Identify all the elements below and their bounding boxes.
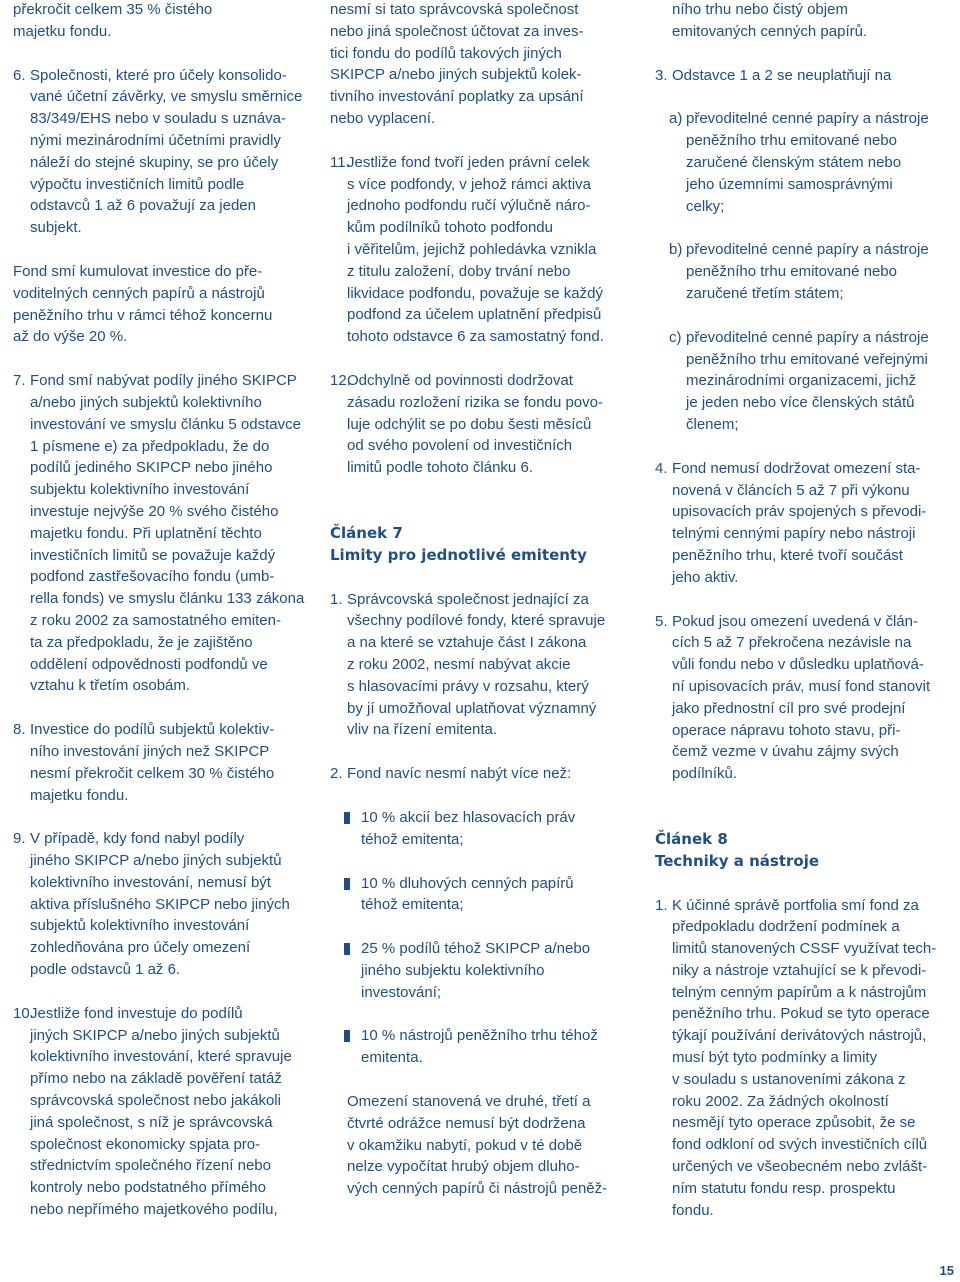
article-title: Článek 7 xyxy=(330,523,403,542)
paragraph-number: 5. xyxy=(655,612,668,630)
closing-paragraph: Omezení stanovená ve druhé, třetí a čtvrté odrážce nemusí být dodržena v okamžiku nabytí, pokud v té době nelze vypočítat hrubý objem dluho- vých cenných papírů či nástrojů peněž- xyxy=(347,1093,608,1198)
paragraph-text: Odstavce 1 a 2 se neuplatňují na xyxy=(672,66,892,84)
bullet-square-icon xyxy=(344,812,350,824)
paragraph-number: 10. xyxy=(13,1004,34,1022)
article-7-paragraph-3 xyxy=(655,65,955,87)
paragraph-number: 9. xyxy=(13,830,26,848)
paragraph-number: 1. xyxy=(655,896,668,914)
sub-item-label: c) xyxy=(669,328,682,346)
article-subtitle: Techniky a nástroje xyxy=(655,851,820,870)
column-3 xyxy=(655,0,955,1221)
sub-item-a xyxy=(655,108,955,217)
paragraph-number: 3. xyxy=(655,66,668,84)
paragraph-text: Investice do podílů subjektů kolektiv- ního investování jiných než SKIPCP nesmí překročit celkem 30 % čistého majetku fondu. xyxy=(30,721,275,804)
article-7-paragraph-2 xyxy=(330,763,635,785)
article-title: Článek 8 xyxy=(655,829,728,848)
paragraph-number: 12. xyxy=(330,371,351,389)
bullet-text: 10 % nástrojů peněžního trhu téhož emitenta. xyxy=(361,1027,598,1067)
paragraph-text: Jestliže fond tvoří jeden právní celek s více podfondy, v jehož rámci aktiva jednoho podfondu ručí výlučně náro- kům podílníků tohoto podfondu i věřitelům, jejichž pohledávka vznikla z titulu založení, doby trvání nebo likvidace podfondu, považuje se každý podfond za účelem uplatnění předpisů tohoto odstavce 6 za samostatný fond. xyxy=(347,153,604,346)
continuation-text: nesmí si tato správcovská společnost nebo jiná společnost účtovat za inves- tici fondu do podílů takových jiných SKIPCP a/nebo jiných subjektů kolek- tivního investování poplatky za upsání nebo vyplacení. xyxy=(330,1,584,127)
bullet-square-icon xyxy=(344,943,350,955)
paragraph-8 xyxy=(13,719,313,806)
article-8-paragraph-1 xyxy=(655,895,955,1222)
paragraph-text: Fond navíc nesmí nabýt více než: xyxy=(347,765,572,783)
sub-item-text: převoditelné cenné papíry a nástroje peněžního trhu emitované nebo zaručené členským státem nebo jeho územními samosprávnými celky; xyxy=(686,110,929,215)
column-1 xyxy=(13,0,313,1221)
sub-item-c xyxy=(655,327,955,436)
sub-item-text: převoditelné cenné papíry a nástroje peněžního trhu emitované nebo zaručené třetím státem; xyxy=(686,241,929,302)
paragraph-text: Odchylně od povinnosti dodržovat zásadu rozložení rizika se fondu povo- luje odchýlit se po dobu šesti měsíců od svého povolení od investičních limitů podle tohoto článku 6. xyxy=(347,371,603,477)
paragraph-text: Pokud jsou omezení uvedená v člán- cích 5 až 7 překročena nezávisle na vůli fondu nebo v důsledku uplatňová- ní upisovacích práv, musí fond stanovit jako přednostní cíl pro své prodejní operace nápravu tohoto stavu, při- čemž vezme v úvahu zájmy svých podílníků. xyxy=(672,612,931,783)
bullet-square-icon xyxy=(344,1030,350,1042)
paragraph-11 xyxy=(330,152,635,348)
bullet-text: 10 % akcií bez hlasovacích práv téhož emitenta; xyxy=(361,808,576,848)
article-7-paragraph-4 xyxy=(655,458,955,589)
article-7-heading xyxy=(330,523,635,567)
sub-item-text: převoditelné cenné papíry a nástroje peněžního trhu emitované veřejnými mezinárodními organizacemi, jichž je jeden nebo více členských států členem; xyxy=(686,328,929,433)
paragraph-number: 7. xyxy=(13,372,26,390)
paragraph-10 xyxy=(13,1003,313,1221)
continuation-text: ního trhu nebo čistý objem emitovaných cenných papírů. xyxy=(672,1,868,40)
paragraph-12 xyxy=(330,370,635,479)
article-8-heading xyxy=(655,829,955,873)
paragraph-text: Správcovská společnost jednající za všechny podílové fondy, které spravuje a na které se vztahuje část I zákona z roku 2002, nesmí nabývat akcie s hlasovacími právy v rozsahu, který by jí umožňoval uplatňovat významný vliv na řízení emitenta. xyxy=(347,590,606,739)
paragraph-number: 11. xyxy=(330,153,350,171)
sub-item-label: a) xyxy=(669,110,683,128)
paragraph-text: Jestliže fond investuje do podílů jiných SKIPCP a/nebo jiných subjektů kolektivního investování, které spravuje přímo nebo na základě pověření tatáž správcovská společnost nebo jakákoli jiná společnost, s níž je správcovská společnost ekonomicky spjata pro- střednictvím společného řízení nebo kontroly nebo podstatného přímého nebo nepřímého majetkového podílu, xyxy=(30,1004,292,1219)
article-subtitle: Limity pro jednotlivé emitenty xyxy=(330,545,587,564)
sub-item-label: b) xyxy=(669,241,683,259)
bullet-text: 25 % podílů téhož SKIPCP a/nebo jiného subjektu kolektivního investování; xyxy=(361,940,591,1001)
bullet-item xyxy=(330,938,635,1003)
page-number: 15 xyxy=(939,1263,954,1278)
article-7-paragraph-1 xyxy=(330,589,635,742)
paragraph-number: 6. xyxy=(13,66,26,84)
paragraph-7 xyxy=(13,370,313,697)
paragraph-text: Fond smí nabývat podíly jiného SKIPCP a/nebo jiných subjektů kolektivního investování ve smyslu článku 5 odstavce 1 písmene e) za předpokladu, že do podílů jediného SKIPCP nebo jiného subjektu kolektivního investování investuje nejvýše 20 % svého čistého majetku fondu. Při uplatnění těchto investičních limitů se považuje každý podfond zastřešovacího fondu (umb- rella fonds) ve smyslu článku 133 zákona z roku 2002 za samostatného emiten- ta za předpokladu, že je zajištěno oddělení odpovědnosti podfondů ve vztahu k třetím osobám. xyxy=(30,372,305,695)
paragraph-number: 2. xyxy=(330,765,343,783)
article-7-paragraph-5 xyxy=(655,611,955,785)
paragraph-text: Společnosti, které pro účely konsolido- vané účetní závěrky, ve smyslu směrnice 83/349/EHS nebo v souladu s uznáva- nými mezinárodními účetními pravidly náleží do stejné skupiny, se pro účely výpočtu investičních limitů podle odstavců 1 až 6 považují za jeden subjekt. xyxy=(30,66,303,237)
paragraph-6-continuation: Fond smí kumulovat investice do pře- voditelných cenných papírů a nástrojů peněžního trhu v rámci téhož koncernu až do výše 20 %. xyxy=(13,262,273,346)
sub-item-b xyxy=(655,239,955,304)
bullet-item xyxy=(330,807,635,851)
paragraph-6 xyxy=(13,65,313,239)
paragraph-number: 4. xyxy=(655,459,668,477)
bullet-item xyxy=(330,873,635,917)
bullet-square-icon xyxy=(344,878,350,890)
paragraph-text: Fond nemusí dodržovat omezení sta- novená v článcích 5 až 7 při výkonu upisovacích práv spojených s převodi- telnými cennými papíry nebo nástroji peněžního trhu, které tvoří součást jeho aktiv. xyxy=(672,459,927,586)
column-2 xyxy=(330,0,635,1200)
paragraph-text: V případě, kdy fond nabyl podíly jiného SKIPCP a/nebo jiných subjektů kolektivního investování, nemusí být aktiva příslušného SKIPCP nebo jiných subjektů kolektivního investování zohledňována pro účely omezení podle odstavců 1 až 6. xyxy=(30,830,290,979)
paragraph-number: 8. xyxy=(13,721,26,739)
bullet-text: 10 % dluhových cenných papírů téhož emitenta; xyxy=(361,874,574,914)
paragraph-number: 1. xyxy=(330,590,343,608)
paragraph-text: K účinné správě portfolia smí fond za předpokladu dodržení podmínek a limitů stanovených CSSF využívat tech- niky a nástroje vztahující se k převodi- telným cenným papírům a k nástrojům peněžního trhu. Pokud se tyto operace týkají používání derivátových nástrojů, musí být tyto podmínky a limity v souladu s ustanoveními zákona z roku 2002. Za žádných okolností nesmějí tyto operace způsobit, že se fond odkloní od svých investičních cílů určených ve všeobecném nebo zvlášt- ním statutu fondu resp. prospektu fondu. xyxy=(672,896,937,1219)
continuation-text: překročit celkem 35 % čistého majetku fondu. xyxy=(13,1,213,40)
bullet-item xyxy=(330,1025,635,1069)
paragraph-9 xyxy=(13,828,313,981)
